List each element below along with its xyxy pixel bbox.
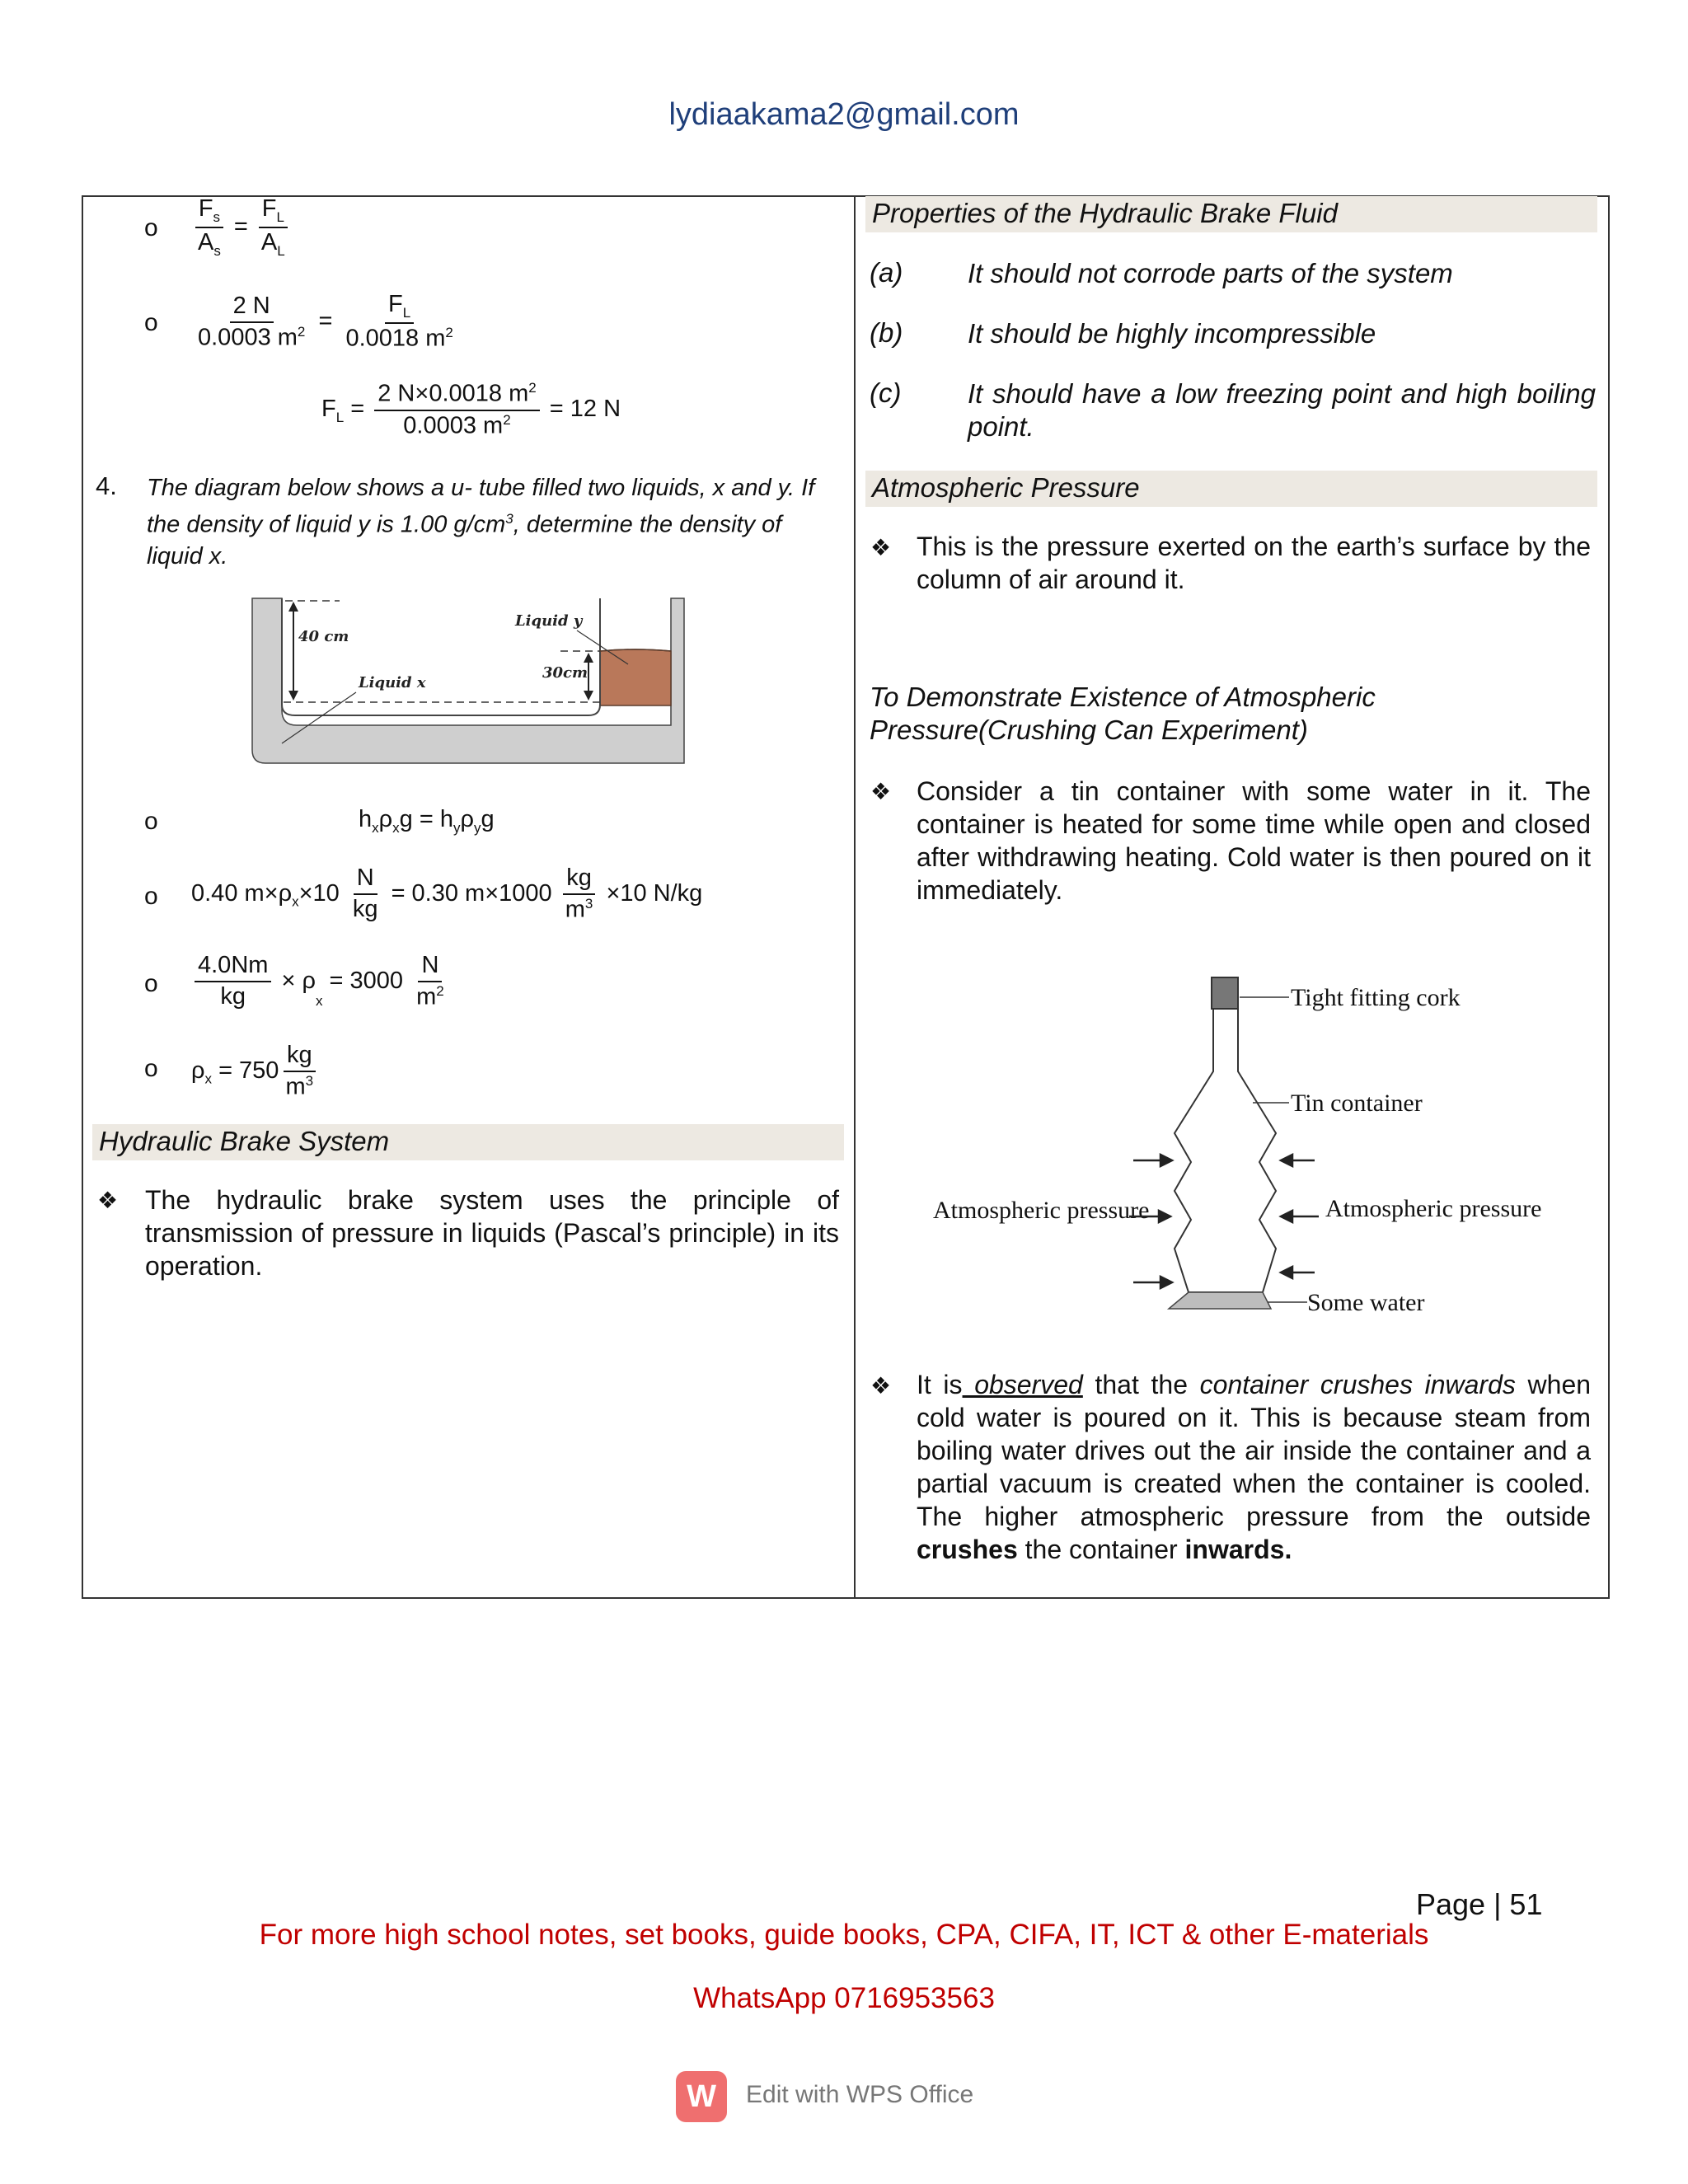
footer-promo: For more high school notes, set books, guide books, CPA, CIFA, IT, ICT & other E-materials xyxy=(259,1919,1429,1951)
section-heading-atmospheric: Atmospheric Pressure xyxy=(865,471,1597,507)
list-letter-b: (b) xyxy=(870,317,903,348)
question-text: The diagram below shows a u- tube filled two liquids, x and y. If the density of liquid y is 1.00 $g/cm^3$, determine the density of liquid x. xyxy=(147,475,815,569)
demonstration-heading: To Demonstrate Existence of Atmospheric Pressure(Crushing Can Experiment) xyxy=(870,682,1376,745)
label-some-water: Some water xyxy=(1307,1289,1425,1316)
tin-container xyxy=(1175,1009,1276,1292)
list-letter-a: (a) xyxy=(870,257,903,288)
equation-simplified: $\frac{4.0Nm}{kg}$ × $\rho_x = 3000$ $\frac{N}{m^2}$ xyxy=(191,953,451,1010)
label-liquid-x: Liquid x xyxy=(359,674,426,691)
bullet-o: o xyxy=(144,214,158,241)
header-email[interactable]: lydiaakama2@gmail.com xyxy=(668,97,1020,132)
label-liquid-y: Liquid y xyxy=(515,612,583,630)
crushing-can-diagram xyxy=(923,964,1550,1327)
question-number: 4. xyxy=(96,471,117,500)
observation-text: It is observed that the container crushes inwards when cold water is poured on it. This is because steam from boiling water drives out the air inside the container and a partial vacuum is created when the container is cooled. The higher atmospheric pressure from the outside crushes the container inwards. xyxy=(917,1370,1592,1564)
section-heading-brake-fluid: Properties of the Hydraulic Brake Fluid xyxy=(865,196,1597,232)
u-tube-diagram xyxy=(247,593,692,775)
hydraulic-text: The hydraulic brake system uses the principle of transmission of pressure in liquids (Pascal’s principle) in its operation. xyxy=(145,1185,839,1281)
equation-pressure-balance: $h_x\rho_xg = h_y\rho_yg$ xyxy=(359,806,495,836)
atmospheric-text: This is the pressure exerted on the earth’s surface by the column of air around it. xyxy=(917,532,1591,594)
wps-logo-icon[interactable]: W xyxy=(676,2071,727,2122)
diamond-bullet: ❖ xyxy=(870,535,892,560)
pressure-arrows-right xyxy=(1281,1155,1319,1278)
equation-substitution: $\frac{2 N}{0.0003 m^2}$ = $\frac{F_L}{0.0018 m^2}$ xyxy=(198,291,453,353)
wps-edit-link[interactable]: Edit with WPS Office xyxy=(746,2081,974,2108)
fluid-property-c: It should have a low freezing point and high boiling point. xyxy=(968,378,1596,442)
liquid-y-column xyxy=(600,649,671,705)
label-40cm: 40 cm xyxy=(298,628,349,645)
cork xyxy=(1212,977,1238,1009)
demonstration-text: Consider a tin container with some water in it. The container is heated for some time while open and closed after withdrawing heating. Cold water is then poured on it immediately. xyxy=(917,776,1591,905)
label-atmospheric-right: Atmospheric pressure xyxy=(1325,1195,1542,1222)
label-30cm: 30cm xyxy=(542,664,588,682)
bullet-o: o xyxy=(144,970,158,997)
diamond-bullet: ❖ xyxy=(870,779,892,804)
bullet-o: o xyxy=(144,808,158,835)
diamond-bullet: ❖ xyxy=(97,1188,119,1213)
bullet-o: o xyxy=(144,883,158,910)
equation-pressure-ratio: $\frac{F_s}{A_s}$ = $\frac{F_L}{A_L}$ xyxy=(191,196,292,260)
fluid-property-b: It should be highly incompressible xyxy=(968,318,1376,349)
section-heading-hydraulic: Hydraulic Brake System xyxy=(92,1124,844,1160)
list-letter-c: (c) xyxy=(870,377,902,408)
page-number: Page | 51 xyxy=(1416,1887,1543,1921)
column-divider xyxy=(854,195,856,1599)
footer-whatsapp[interactable]: WhatsApp 0716953563 xyxy=(693,1982,995,2014)
bullet-o: o xyxy=(144,309,158,336)
label-atmospheric-left: Atmospheric pressure xyxy=(933,1197,1150,1224)
water xyxy=(1169,1292,1271,1309)
equation-result: $F_L$ = $\frac{2 N\times 0.0018 m^2}{0.0003 m^2}$ = 12 N xyxy=(321,380,621,439)
fluid-property-a: It should not corrode parts of the system xyxy=(968,258,1453,288)
bullet-o: o xyxy=(144,1055,158,1082)
diamond-bullet: ❖ xyxy=(870,1373,892,1399)
label-cork: Tight fitting cork xyxy=(1291,984,1461,1011)
equation-substituted-values: 0.40 $m\times\rho_x\times 10$ $\frac{N}{kg}$ = 0.30 m×1000 $\frac{kg}{m^3}$ ×10 N/kg xyxy=(191,865,703,923)
equation-density-answer: $\rho_x = 750$ $\frac{kg}{m^3}$ xyxy=(191,1043,320,1100)
label-tin-container: Tin container xyxy=(1291,1090,1423,1117)
